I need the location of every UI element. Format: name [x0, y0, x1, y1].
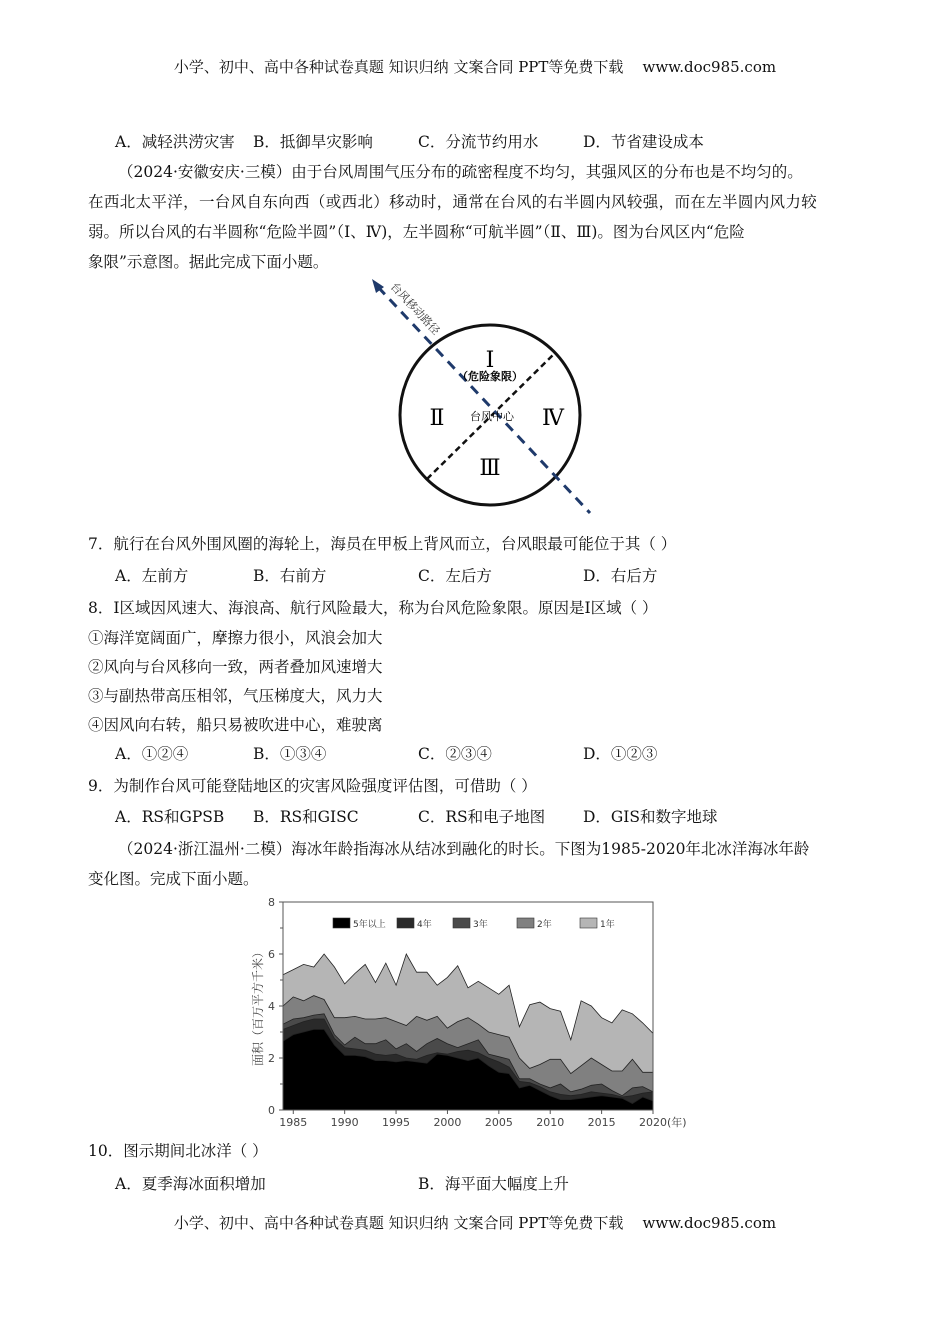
q8-option-b: B．①③④	[253, 745, 327, 763]
q7-stem: 7．航行在台风外围风圈的海轮上，海员在甲板上背风而立，台风眼最可能位于其（ ）	[88, 535, 677, 553]
x-tick-label: 1995	[382, 1116, 411, 1129]
legend-label: 3年	[473, 920, 488, 930]
q7-option-c: C．左后方	[418, 567, 492, 585]
header-url: www.doc985.com	[642, 58, 777, 76]
q9-option-b: B．RS和GISC	[253, 808, 359, 826]
q7-option-a: A．左前方	[115, 567, 189, 585]
y-axis-label: 面积（百万平方千米）	[251, 945, 265, 1067]
q7-option-d: D．右后方	[583, 567, 658, 585]
q6-option-d: D．节省建设成本	[583, 133, 704, 151]
header-text: 小学、初中、高中各种试卷真题 知识归纳 文案合同 PPT等免费下载	[173, 58, 624, 76]
typhoon-quadrant-diagram	[360, 275, 600, 515]
legend-label: 1年	[600, 920, 615, 930]
q8-option-a: A．①②④	[115, 745, 189, 763]
q8-option-c: C．②③④	[418, 745, 492, 763]
intro1-line: 在西北太平洋，一台风自东向西（或西北）移动时，通常在台风的右半圆内风较强，而在左半圆内风力较	[88, 193, 818, 211]
quadrant-1-note: （危险象限）	[457, 370, 523, 383]
q6-option-b: B．抵御旱灾影响	[253, 133, 373, 151]
center-label: 台风中心	[470, 410, 514, 423]
q8-stem: 8．Ⅰ区域因风速大、海浪高、航行风险最大，称为台风危险象限。原因是Ⅰ区域（ ）	[88, 599, 658, 617]
x-tick-label: 2015	[587, 1116, 616, 1129]
q10-option-a: A．夏季海冰面积增加	[115, 1175, 266, 1193]
footer-url: www.doc985.com	[642, 1214, 777, 1232]
q8-item: ③与副热带高压相邻，气压梯度大，风力大	[88, 687, 383, 705]
chart-svg	[240, 890, 710, 1140]
sea-ice-age-chart	[240, 890, 710, 1140]
q8-option-d: D．①②③	[583, 745, 658, 763]
y-tick-label: 6	[268, 948, 275, 961]
y-tick-label: 8	[268, 896, 275, 909]
q7-option-b: B．右前方	[253, 567, 327, 585]
x-axis-label: (年)	[667, 1116, 687, 1129]
footer-text: 小学、初中、高中各种试卷真题 知识归纳 文案合同 PPT等免费下载	[173, 1214, 624, 1232]
q9-option-a: A．RS和GPSB	[115, 808, 225, 826]
y-tick-label: 0	[268, 1104, 275, 1117]
q10-stem: 10．图示期间北冰洋（ ）	[88, 1142, 268, 1160]
x-tick-label: 1985	[279, 1116, 308, 1129]
intro1-line: （2024·安徽安庆·三模）由于台风周围气压分布的疏密程度不均匀，其强风区的分布也是不均匀的。	[118, 163, 803, 181]
quadrant-3-label: Ⅲ	[479, 456, 501, 481]
intro1-line: 弱。所以台风的右半圆称“危险半圆”（Ⅰ、Ⅳ)，左半圆称“可航半圆”（Ⅱ、Ⅲ)。图为台风区内“危险	[88, 223, 745, 241]
y-tick-label: 4	[268, 1000, 275, 1013]
legend-label: 4年	[417, 920, 432, 930]
legend-swatch	[517, 918, 534, 928]
legend-label: 5年以上	[353, 920, 386, 930]
quadrant-1-label: Ⅰ	[485, 348, 495, 373]
q6-option-c: C．分流节约用水	[418, 133, 539, 151]
legend-swatch	[453, 918, 470, 928]
q9-stem: 9．为制作台风可能登陆地区的灾害风险强度评估图，可借助（ ）	[88, 777, 537, 795]
q10-option-b: B．海平面大幅度上升	[418, 1175, 569, 1193]
intro1-line: 象限”示意图。据此完成下面小题。	[88, 253, 329, 271]
q6-option-a: A．减轻洪涝灾害	[115, 133, 235, 151]
q8-item: ②风向与台风移向一致，两者叠加风速增大	[88, 658, 383, 676]
quadrant-2-label: Ⅱ	[429, 406, 445, 431]
y-tick-label: 2	[268, 1052, 275, 1065]
legend-swatch	[333, 918, 350, 928]
q8-item: ④因风向右转，船只易被吹进中心，难驶离	[88, 716, 383, 734]
legend-swatch	[397, 918, 414, 928]
legend-swatch	[580, 918, 597, 928]
page-header	[0, 57, 950, 77]
path-label: 台风移动路径	[387, 280, 443, 338]
x-tick-label: 1990	[330, 1116, 359, 1129]
x-tick-label: 2000	[433, 1116, 462, 1129]
x-tick-label: 2010	[536, 1116, 565, 1129]
intro2-line: （2024·浙江温州·二模）海冰年龄指海冰从结冰到融化的时长。下图为1985-2020年北冰洋海冰年龄	[118, 840, 810, 858]
page-footer	[0, 1213, 950, 1233]
quadrant-4-label: Ⅳ	[542, 406, 564, 431]
legend-label: 2年	[537, 920, 552, 930]
q9-option-c: C．RS和电子地图	[418, 808, 546, 826]
x-tick-label: 2005	[484, 1116, 513, 1129]
q9-option-d: D．GIS和数字地球	[583, 808, 718, 826]
x-tick-label: 2020	[639, 1116, 667, 1129]
q8-item: ①海洋宽阔面广，摩擦力很小，风浪会加大	[88, 629, 383, 647]
intro2-line: 变化图。完成下面小题。	[88, 870, 259, 888]
diagram-svg	[360, 275, 600, 515]
